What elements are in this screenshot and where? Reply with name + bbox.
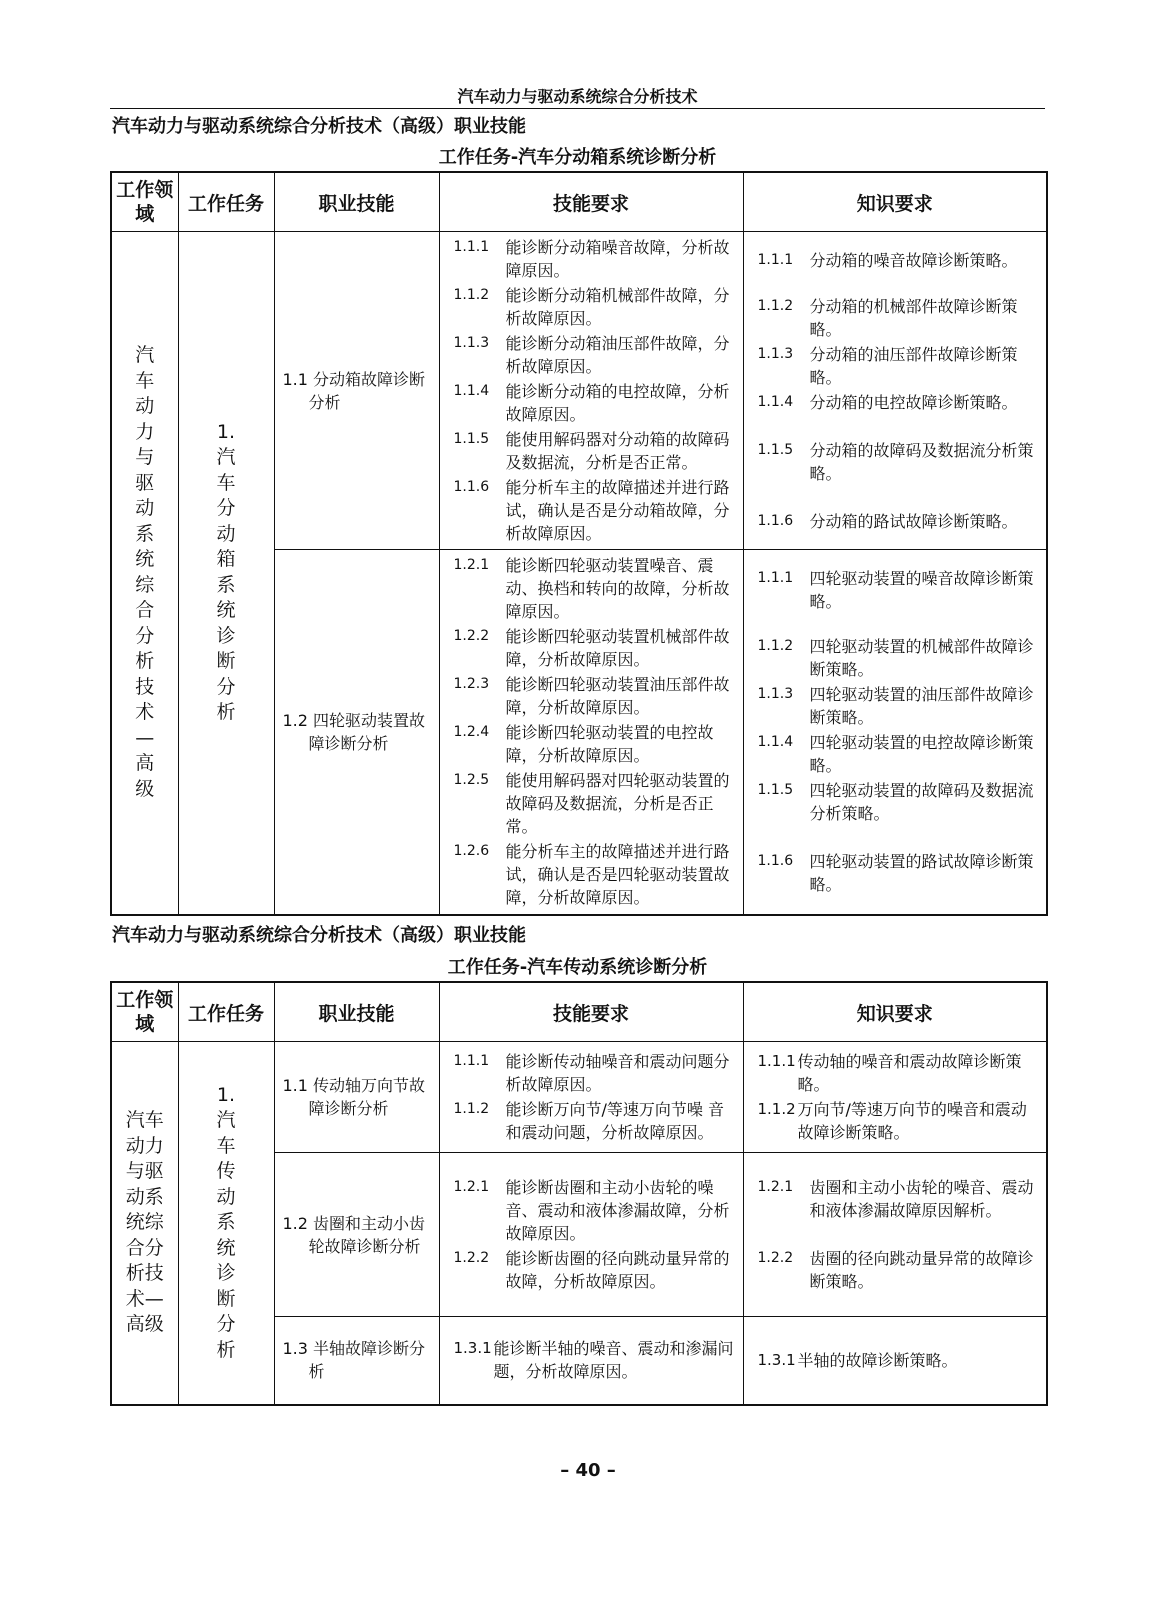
- requirement-item: 1.2.2 能诊断齿圈的径向跳动量异常的故障，分析故障原因。: [453, 1249, 730, 1291]
- knowledge-cell: [743, 1317, 1047, 1405]
- requirement-item: 1.1.2 能诊断万向节/等速万向节噪 音和震动问题，分析故障原因。: [453, 1100, 724, 1142]
- requirement-item: 1.2.2 能诊断四轮驱动装置机械部件故障，分析故障原因。: [453, 627, 730, 670]
- work-domain: 汽车动力与驱动系统综合分析技术—高级: [125, 1109, 164, 1335]
- header-domain: 工作领域: [111, 982, 178, 1042]
- requirements-cell: [439, 1317, 743, 1405]
- header-knowledge: 知识要求: [743, 982, 1047, 1042]
- knowledge-item: 1.3.1 半轴的故障诊断策略。: [757, 1350, 958, 1370]
- knowledge-item: 1.1.2 万向节/等速万向节的噪音和震动故障诊断策略。: [757, 1100, 1027, 1142]
- knowledge-item: 1.2.2 齿圈的径向跳动量异常的故障诊断策略。: [757, 1249, 1034, 1291]
- work-task: 1.汽车分动箱系统诊断分析: [216, 420, 236, 724]
- skill-label: 1.3 半轴故障诊断分析: [282, 1339, 426, 1382]
- skill-label: 1.2 四轮驱动装置故障诊断分析: [282, 710, 426, 753]
- knowledge-item: 1.1.2 分动箱的机械部件故障诊断策略。: [757, 296, 1018, 339]
- skill-cell: [274, 1153, 439, 1317]
- header-requirements: 技能要求: [439, 172, 743, 232]
- knowledge-item: 1.1.1 传动轴的噪音和震动故障诊断策略。: [757, 1052, 1022, 1094]
- knowledge-item: 1.1.2 四轮驱动装置的机械部件故障诊断策略。: [757, 637, 1034, 680]
- task-title-1: 工作任务-汽车分动箱系统诊断分析: [438, 147, 717, 168]
- knowledge-item: 1.1.5 四轮驱动装置的故障码及数据流分析策略。: [757, 781, 1034, 824]
- header-domain: 工作领域: [111, 172, 178, 232]
- requirement-item: 1.1.4 能诊断分动箱的电控故障，分析故障原因。: [453, 382, 730, 424]
- requirements-cell: [439, 1042, 743, 1153]
- page-header: 汽车动力与驱动系统综合分析技术: [457, 87, 698, 106]
- header-task: 工作任务: [178, 982, 274, 1042]
- requirement-item: 1.1.1 能诊断分动箱噪音故障，分析故障原因。: [453, 238, 730, 280]
- task-title-2: 工作任务-汽车传动系统诊断分析: [447, 957, 708, 978]
- skills-table-2: [110, 981, 1048, 1406]
- work-domain-cell: [111, 232, 178, 915]
- knowledge-item: 1.1.1 分动箱的噪音故障诊断策略。: [757, 250, 1018, 270]
- work-task-cell: [178, 1042, 274, 1405]
- page-number: – 40 –: [560, 1460, 616, 1481]
- section-title-1: 汽车动力与驱动系统综合分析技术（高级）职业技能: [112, 116, 526, 137]
- header-skill: 职业技能: [274, 172, 439, 232]
- requirement-item: 1.2.1 能诊断四轮驱动装置噪音、震动、换档和转向的故障，分析故障原因。: [453, 556, 730, 622]
- requirement-item: 1.1.3 能诊断分动箱油压部件故障，分析故障原因。: [453, 334, 730, 376]
- knowledge-cell: [743, 1153, 1047, 1317]
- requirement-item: 1.1.6 能分析车主的故障描述并进行路试，确认是否是分动箱故障，分析故障原因。: [453, 478, 730, 543]
- skills-table-1: [110, 171, 1048, 916]
- knowledge-item: 1.1.4 分动箱的电控故障诊断策略。: [757, 392, 1018, 412]
- requirement-item: 1.2.4 能诊断四轮驱动装置的电控故障，分析故障原因。: [453, 723, 714, 766]
- knowledge-item: 1.1.1 四轮驱动装置的噪音故障诊断策略。: [757, 569, 1034, 612]
- knowledge-item: 1.1.4 四轮驱动装置的电控故障诊断策略。: [757, 733, 1034, 776]
- requirement-item: 1.1.1 能诊断传动轴噪音和震动问题分析故障原因。: [453, 1052, 730, 1094]
- requirement-item: 1.3.1 能诊断半轴的噪音、震动和渗漏问题，分析故障原因。: [453, 1339, 734, 1382]
- section-title-2: 汽车动力与驱动系统综合分析技术（高级）职业技能: [112, 925, 526, 946]
- requirements-cell: [439, 232, 743, 550]
- knowledge-item: 1.1.3 四轮驱动装置的油压部件故障诊断策略。: [757, 685, 1034, 728]
- knowledge-item: 1.1.6 分动箱的路试故障诊断策略。: [757, 511, 1018, 531]
- requirement-item: 1.1.2 能诊断分动箱机械部件故障，分析故障原因。: [453, 286, 730, 328]
- work-domain: 汽车动力与驱动系统综合分析技术—高级: [135, 344, 155, 800]
- header-rule: [110, 108, 1045, 109]
- header-skill: 职业技能: [274, 982, 439, 1042]
- work-task: 1.汽车传动系统诊断分析: [216, 1083, 236, 1361]
- requirement-item: 1.2.1 能诊断齿圈和主动小齿轮的噪音、震动和液体渗漏故障，分析故障原因。: [453, 1178, 730, 1243]
- header-task: 工作任务: [178, 172, 274, 232]
- header-requirements: 技能要求: [439, 982, 743, 1042]
- knowledge-item: 1.1.6 四轮驱动装置的路试故障诊断策略。: [757, 852, 1034, 895]
- skill-label: 1.2 齿圈和主动小齿轮故障诊断分析: [282, 1213, 426, 1256]
- skill-cell: [274, 232, 439, 550]
- requirement-item: 1.2.5 能使用解码器对四轮驱动装置的故障码及数据流，分析是否正常。: [453, 771, 730, 837]
- skill-label: 1.1 分动箱故障诊断分析: [282, 369, 426, 412]
- requirements-cell: [439, 1153, 743, 1317]
- requirement-item: 1.2.3 能诊断四轮驱动装置油压部件故障，分析故障原因。: [453, 675, 730, 718]
- skill-cell: [274, 1042, 439, 1153]
- header-knowledge: 知识要求: [743, 172, 1047, 232]
- knowledge-item: 1.1.3 分动箱的油压部件故障诊断策略。: [757, 344, 1018, 387]
- knowledge-cell: [743, 1042, 1047, 1153]
- skill-cell: [274, 1317, 439, 1405]
- knowledge-cell: [743, 550, 1047, 915]
- requirements-cell: [439, 550, 743, 915]
- knowledge-item: 1.1.5 分动箱的故障码及数据流分析策略。: [757, 440, 1034, 483]
- work-task-cell: [178, 232, 274, 915]
- knowledge-item: 1.2.1 齿圈和主动小齿轮的噪音、震动和液体渗漏故障原因解析。: [757, 1178, 1034, 1220]
- knowledge-cell: [743, 232, 1047, 550]
- skill-cell: [274, 550, 439, 915]
- skill-label: 1.1 传动轴万向节故障诊断分析: [282, 1076, 426, 1118]
- requirement-item: 1.1.5 能使用解码器对分动箱的故障码及数据流，分析是否正常。: [453, 430, 730, 472]
- work-domain-cell: [111, 1042, 178, 1405]
- requirement-item: 1.2.6 能分析车主的故障描述并进行路试，确认是否是四轮驱动装置故障，分析故障原因。: [453, 842, 730, 908]
